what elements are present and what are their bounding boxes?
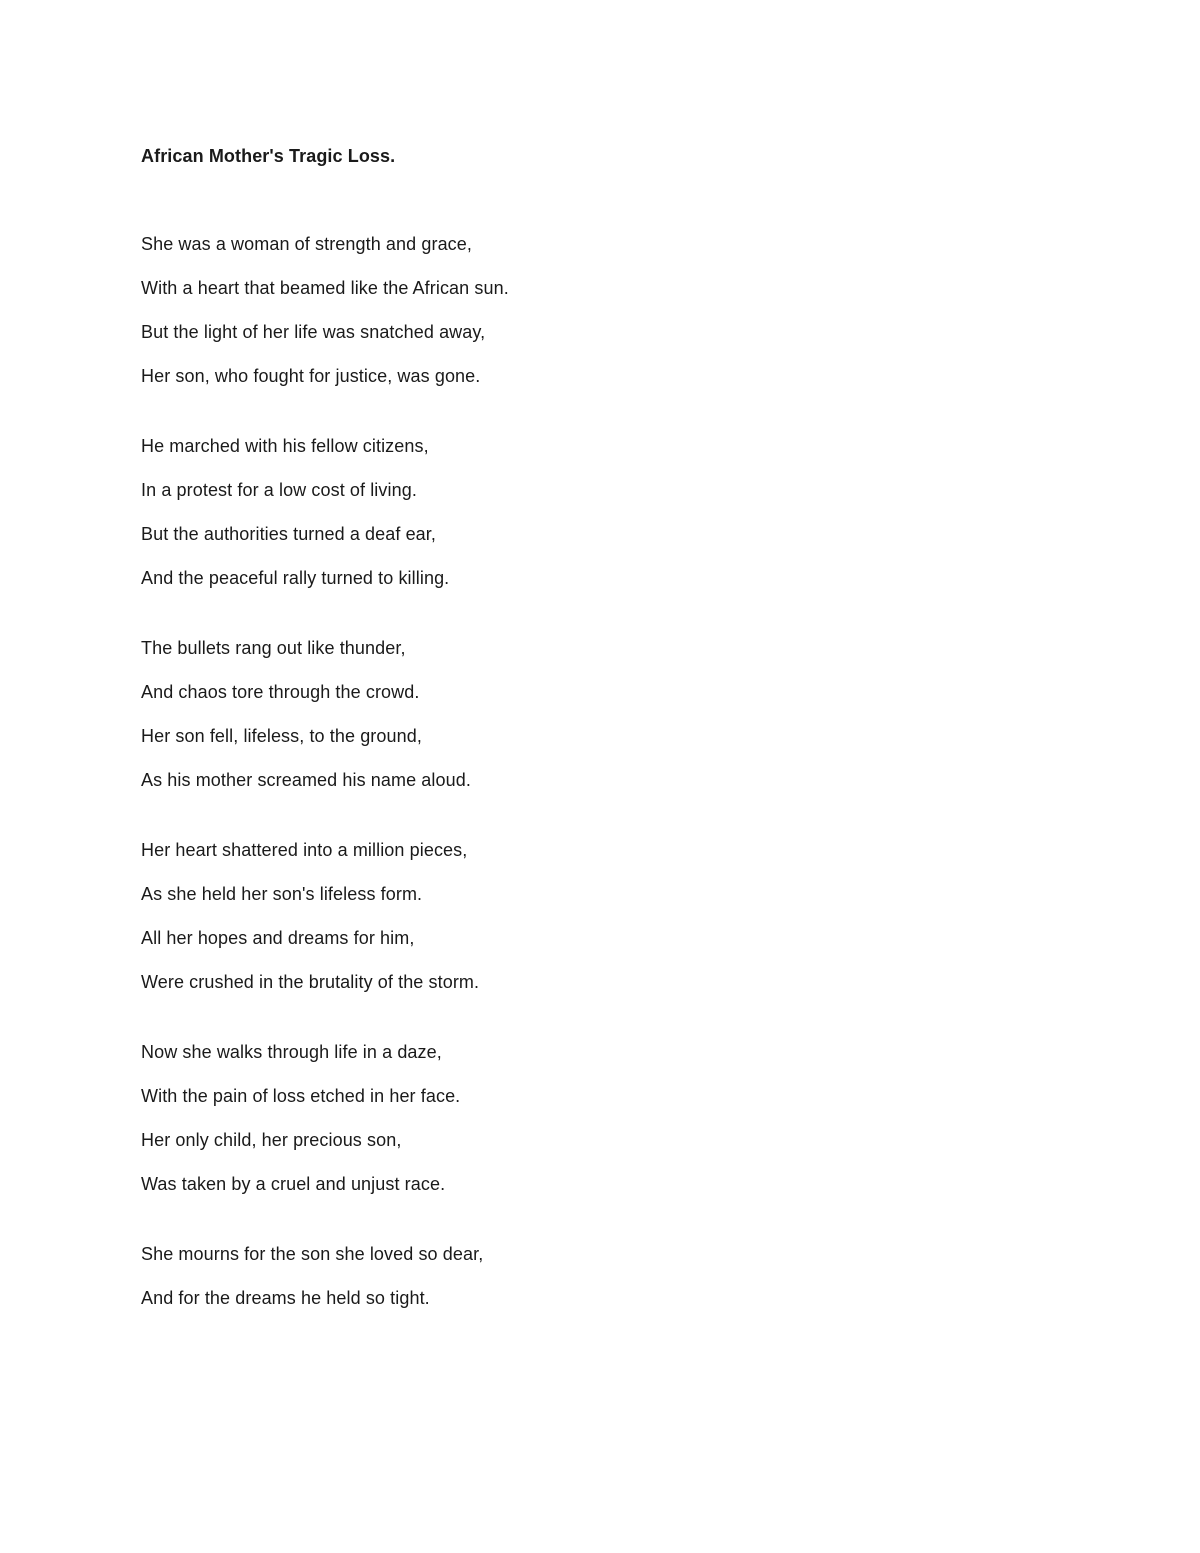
stanza-1 [141, 231, 1101, 389]
stanza-6 [141, 1241, 1101, 1311]
poem-line: With a heart that beamed like the African sun. [141, 278, 509, 298]
stanza-4 [141, 837, 1101, 995]
poem-line: As she held her son's lifeless form. [141, 884, 423, 904]
poem-line: And for the dreams he held so tight. [141, 1288, 430, 1308]
poem-line: Were crushed in the brutality of the storm. [141, 972, 480, 992]
poem-line: As his mother screamed his name aloud. [141, 770, 471, 790]
poem-line: In a protest for a low cost of living. [141, 480, 417, 500]
poem-line: Her son, who fought for justice, was gone. [141, 366, 481, 386]
stanza-2 [141, 433, 1101, 591]
poem-line: But the light of her life was snatched away, [141, 322, 486, 342]
poem-line: She was a woman of strength and grace, [141, 234, 472, 254]
poem-line: Now she walks through life in a daze, [141, 1042, 442, 1062]
stanza-3 [141, 635, 1101, 793]
poem-line: Her heart shattered into a million pieces, [141, 840, 468, 860]
poem-line: She mourns for the son she loved so dear, [141, 1244, 484, 1264]
poem-line: And the peaceful rally turned to killing. [141, 568, 450, 588]
stanza-5 [141, 1039, 1101, 1197]
poem-line: Was taken by a cruel and unjust race. [141, 1174, 446, 1194]
poem-title: African Mother's Tragic Loss. [141, 146, 396, 166]
poem-line: All her hopes and dreams for him, [141, 928, 415, 948]
poem-line: He marched with his fellow citizens, [141, 436, 429, 456]
poem-line: The bullets rang out like thunder, [141, 638, 406, 658]
poem-line: And chaos tore through the crowd. [141, 682, 420, 702]
poem-line: With the pain of loss etched in her face. [141, 1086, 461, 1106]
poem-line: Her son fell, lifeless, to the ground, [141, 726, 422, 746]
document-body [141, 143, 1101, 1311]
poem-line: But the authorities turned a deaf ear, [141, 524, 436, 544]
poem-line: Her only child, her precious son, [141, 1130, 402, 1150]
